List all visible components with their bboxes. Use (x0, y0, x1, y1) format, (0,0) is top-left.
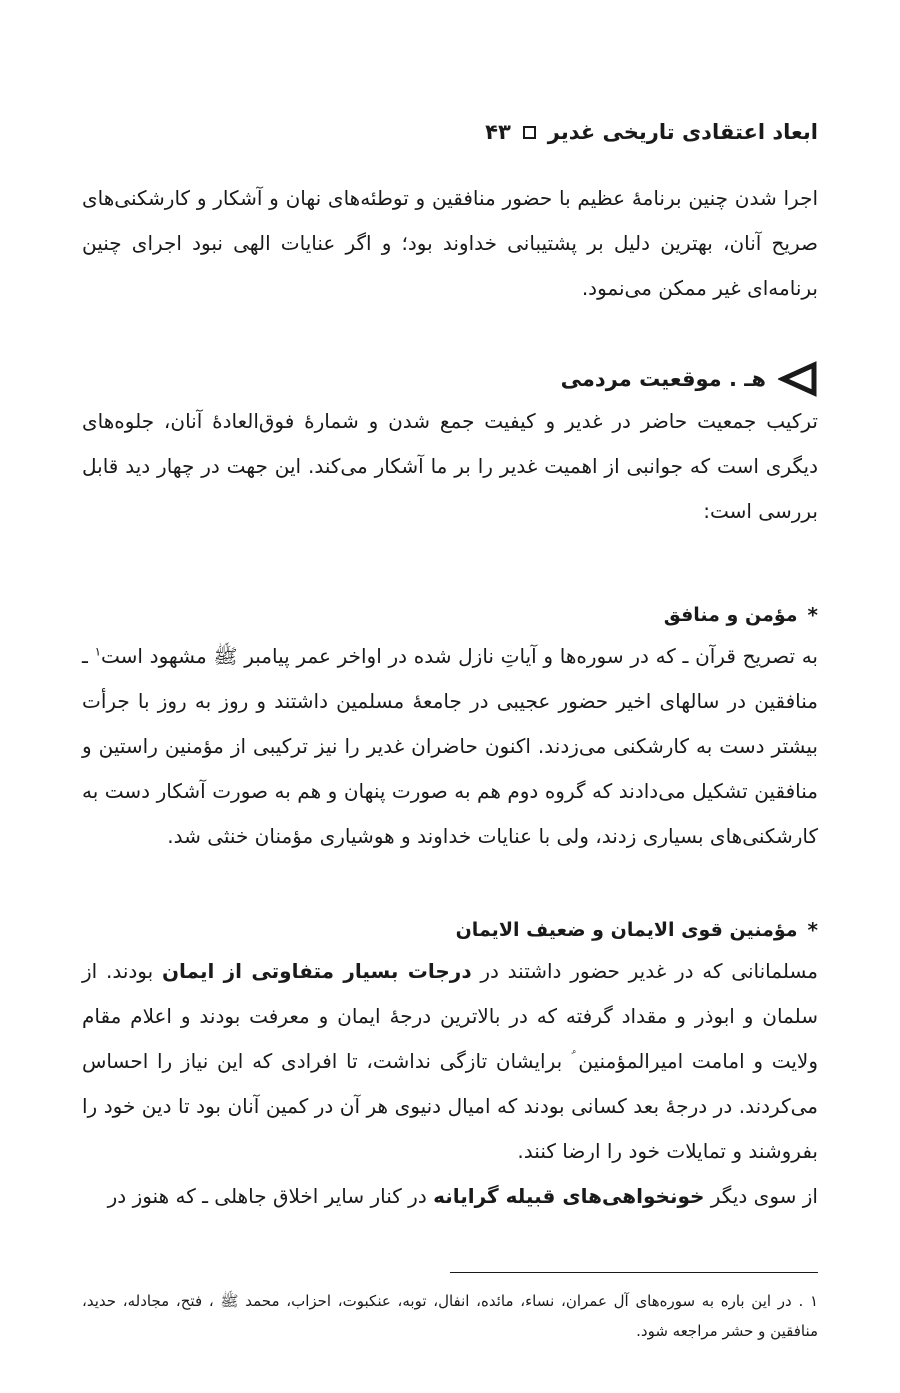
subsection-heading (82, 911, 818, 949)
asterisk-icon: * (807, 603, 818, 627)
paragraph (82, 1174, 818, 1219)
page-body (82, 112, 818, 1219)
asterisk-icon: * (807, 918, 818, 942)
subsection-title: مؤمنین قوی الایمان و ضعیف الایمان (455, 919, 798, 941)
bold-phrase: درجات بسیار متفاوتی از ایمان (161, 959, 472, 983)
page-number: ۴۳ (485, 120, 511, 144)
section-heading (82, 359, 818, 399)
text-run: بودند. از سلمان و ابوذر و مقداد گرفته که در بالاترین درجهٔ ایمان و معرفت بودند و اعلام مقام ولایت و امامت امیرالمؤمنین ؑ برایشان تازگی نداشت، تا افرادی که این نیاز را احساس می‌کردند. در درجهٔ بعد کسانی بودند که امیال دنیوی هر آن در کمین آنان بود تا دین خود را بفروشند و تمایلات خود را ارضا کنند. (82, 959, 818, 1163)
paragraph (82, 634, 818, 859)
triangle-marker-icon (778, 361, 818, 397)
square-icon (523, 126, 536, 139)
footnote-divider (450, 1272, 818, 1273)
text-run: از سوی دیگر (704, 1184, 818, 1208)
paragraph: اجرا شدن چنین برنامهٔ عظیم با حضور منافقین و توطئه‌های نهان و آشکار و کارشکنی‌های صریح آنان، بهترین دلیل بر پشتیبانی خداوند بود؛ و اگر عنایات الهی نبود اجرای چنین برنامه‌ای غیر ممکن می‌نمود. (82, 186, 818, 300)
bold-phrase: خونخواهی‌های قبیله گرایانه (433, 1184, 705, 1208)
subsection-title: مؤمن و منافق (663, 604, 798, 626)
paragraph (82, 949, 818, 1174)
footnote: ۱ . در این باره به سوره‌های آل عمران، نساء، مائده، انفال، توبه، عنکبوت، احزاب، محمد ﷺ ، فتح، مجادله، حدید، منافقین و حشر مراجعه شود. (82, 1292, 818, 1340)
book-title: ابعاد اعتقادی تاریخی غدیر (547, 120, 818, 144)
text-run: به تصریح قرآن ـ که در سوره‌ها و آیاتِ نازل شده در اواخر عمر پیامبر ﷺ مشهود است (101, 644, 819, 668)
text-run: ـ منافقین در سالهای اخیر حضور عجیبی در جامعهٔ مسلمین داشتند و روز به روز با جرأت بیشتر دست به کارشکنی می‌زدند. اکنون حاضران غدیر را نیز ترکیبی از مؤمنین راستین و منافقین تشکیل می‌دادند که گروه دوم هم به صورت پنهان و هم به صورت آشکار دست به کارشکنی‌های بسیاری زدند، ولی با عنایات خداوند و هوشیاری مؤمنان خنثی شد. (82, 644, 818, 848)
text-run: مسلمانانی که در غدیر حضور داشتند در (471, 959, 819, 983)
paragraph: ترکیب جمعیت حاضر در غدیر و کیفیت جمع شدن و شمارهٔ فوق‌العادهٔ آنان، جلوه‌های دیگری است که جوانبی از اهمیت غدیر را بر ما آشکار می‌کند. این جهت در چهار دید قابل بررسی است: (82, 409, 818, 523)
footnote-mark[interactable]: ۱ (94, 644, 102, 659)
section-title: هـ . موقعیت مردمی (560, 367, 766, 391)
running-header (82, 112, 818, 152)
subsection-heading (82, 596, 818, 634)
text-run: در کنار سایر اخلاق جاهلی ـ که هنوز در (107, 1184, 434, 1208)
